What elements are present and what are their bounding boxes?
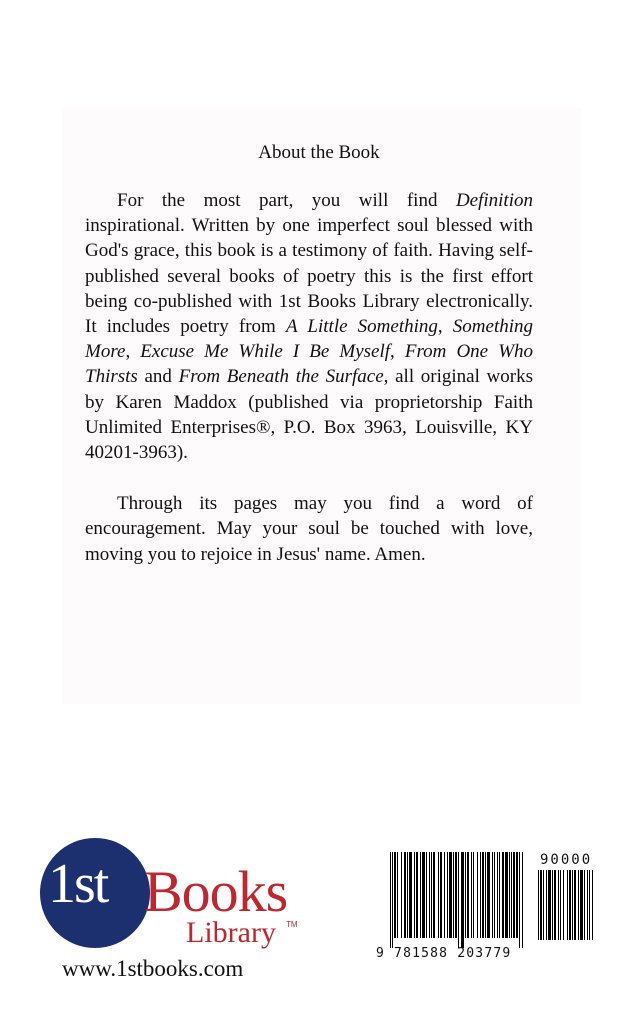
title-something-more: Something More — [85, 316, 534, 363]
isbn-digits: 9 781588 203779 — [376, 946, 512, 961]
website-url: www.1stbooks.com — [62, 956, 244, 981]
barcode-bar — [574, 870, 576, 940]
barcode-bar — [509, 852, 510, 938]
barcode-bar — [538, 870, 539, 940]
barcode-bar — [587, 870, 588, 940]
barcode-bar — [471, 852, 472, 938]
barcode-bar — [485, 852, 486, 938]
barcode-bar — [458, 852, 459, 948]
barcode-bar — [465, 852, 466, 938]
title-a-little-something: A Little Something — [286, 316, 438, 338]
barcode-bar — [499, 852, 500, 938]
barcode-bar — [404, 852, 406, 938]
barcode-bar — [453, 852, 454, 938]
barcode-bar — [455, 852, 457, 938]
logo-library: Library — [186, 916, 276, 949]
barcode-bar — [449, 852, 452, 938]
barcode-bar — [473, 852, 474, 938]
barcode-bar — [578, 870, 579, 940]
publisher-logo — [40, 838, 310, 956]
barcode-bar — [584, 870, 585, 940]
body-text — [85, 188, 533, 593]
barcode-bar — [505, 852, 508, 938]
barcode-bar — [401, 852, 402, 938]
barcode-bar — [572, 870, 573, 940]
barcode — [376, 852, 612, 972]
title-excuse-me: Excuse Me While I Be Myself — [140, 341, 391, 363]
barcode-bar — [567, 870, 568, 940]
barcode-bar — [422, 852, 425, 938]
barcode-bar — [540, 870, 542, 940]
barcode-bar — [467, 852, 469, 938]
barcode-bar — [492, 852, 493, 938]
addon-barcode — [536, 870, 612, 966]
barcode-bar — [392, 852, 393, 948]
barcode-bar — [589, 870, 590, 940]
barcode-bar — [487, 852, 490, 938]
barcode-bar — [447, 852, 448, 938]
barcode-bar — [407, 852, 408, 938]
title-from-one-who-thirsts: From One Who Thirsts — [85, 341, 534, 388]
barcode-bar — [420, 852, 421, 938]
barcode-bar — [482, 852, 484, 938]
barcode-bar — [546, 870, 547, 940]
paragraph-2: Through its pages may you find a word of encouragement. May your soul be touched with love, moving you to rejoice in Jesus' name. Amen. — [85, 493, 533, 565]
barcode-bar — [548, 870, 551, 940]
barcode-bar — [543, 870, 544, 940]
barcode-bar — [433, 852, 435, 938]
barcode-bar — [502, 852, 504, 938]
barcode-bar — [397, 852, 398, 938]
barcode-bar — [438, 852, 439, 938]
barcode-bar — [580, 870, 583, 940]
barcode-bar — [477, 852, 478, 938]
barcode-bar — [511, 852, 512, 938]
barcode-bar — [409, 852, 412, 938]
barcode-bar — [497, 852, 498, 938]
logo-1st: 1st — [48, 853, 108, 915]
barcode-bar — [414, 852, 415, 938]
barcode-bar — [416, 852, 418, 938]
page-heading: About the Book — [258, 142, 380, 163]
barcode-bar — [522, 852, 523, 948]
barcode-bar — [444, 852, 445, 938]
barcode-bar — [513, 852, 515, 938]
barcode-bar — [431, 852, 432, 938]
barcode-bar — [569, 870, 571, 940]
isbn-barcode — [388, 852, 532, 948]
barcode-bar — [552, 870, 553, 940]
barcode-bar — [554, 870, 556, 940]
barcode-bar — [426, 852, 427, 938]
barcode-bar — [480, 852, 481, 938]
barcode-bar — [519, 852, 520, 948]
barcode-bar — [440, 852, 442, 938]
barcode-bar — [461, 852, 464, 948]
barcode-bar — [592, 870, 593, 940]
addon-digits: 90000 — [540, 852, 593, 868]
barcode-bar — [516, 852, 518, 938]
paragraph-1: For the most part, you will find Definition inspirational. Written by one imperfect soul blessed with God's grace, this book is a testimony of faith. Having self-published several books of poetry this is the first effort being co-published with 1st Books Library electronically. It includes poetry from A Little Something, Something More, Excuse Me While I Be Myself, From One Who Thirsts and From Beneath the Surface, all original works by Karen Maddox (published via proprietorship Faith Unlimited Enterprises®, P.O. Box 3963, Louisville, KY 40201-3963). — [85, 190, 534, 464]
title-definition: Definition — [455, 190, 533, 211]
barcode-bar — [560, 870, 561, 940]
logo-trademark: TM — [286, 920, 298, 929]
barcode-bar — [558, 870, 559, 940]
barcode-bar — [429, 852, 430, 938]
barcode-bar — [390, 852, 391, 948]
title-from-beneath-the-surface: From Beneath the Surface — [178, 366, 384, 388]
barcode-bar — [494, 852, 495, 938]
barcode-bar — [563, 870, 564, 940]
barcode-bar — [394, 852, 396, 938]
logo-books: Books — [144, 859, 288, 924]
